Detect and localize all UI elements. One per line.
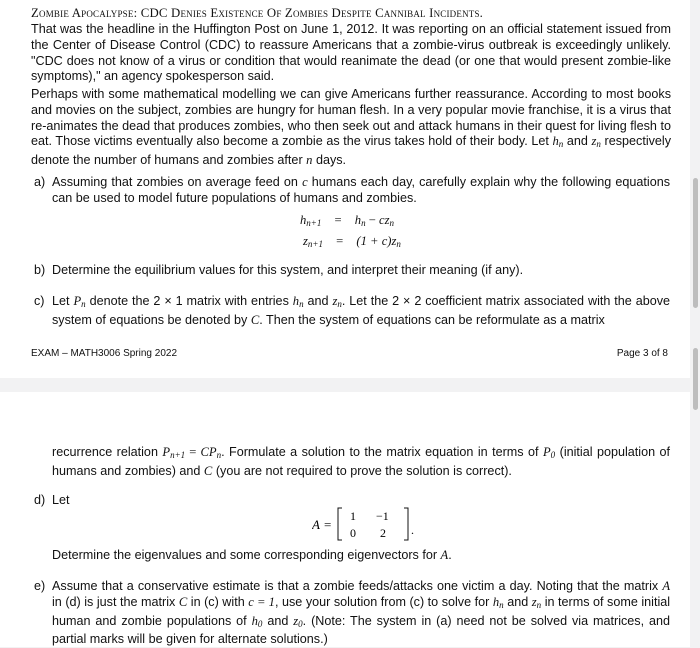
part-e-label: e) <box>34 579 46 593</box>
part-d-intro: Let <box>52 493 70 507</box>
part-c-text: Let $P_n$ denote the 2 × 1 matrix with entries $h_n$ and $z_n$. Let the 2 × 2 coefficient matrix associated with the above system of equations be denoted by C. Then the system of equations can be reformulate as a matrix <box>52 294 671 327</box>
part-a-label: a) <box>34 175 46 189</box>
matrix-A-svg <box>312 504 432 544</box>
left-bracket <box>338 508 342 540</box>
matrix-cell-1-0: 0 <box>350 526 356 540</box>
intro-paragraph-1: That was the headline in the Huffington Post on June 1, 2012. It was reporting on an official statement issued from the Center of Disease Control (CDC) to reassure Americans that a zombie-virus outbreak is exceedingly unlikely. "CDC does not know of a virus or condition that would reanimate the dead (or one that would present zombie-like symptoms)," an agency spokesperson said. <box>31 22 671 84</box>
problem-title: Zombie Apocalypse: CDC Denies Existence Of Zombies Despite Cannibal Incidents. <box>31 6 484 20</box>
part-d-label: d) <box>34 493 46 507</box>
z-n-symbol: $z_n$ <box>591 134 601 150</box>
equation-zombies: $z_{n+1} = (1 + c)z_n$ <box>303 234 401 249</box>
part-b-label: b) <box>34 263 46 277</box>
scrollbar-thumb-top[interactable] <box>693 178 698 308</box>
footer-exam-title: EXAM – MATH3006 Spring 2022 <box>31 348 178 359</box>
h-n-symbol: $h_n$ <box>552 134 564 150</box>
scrollbar-thumb-bottom[interactable] <box>693 348 698 410</box>
intro-paragraph-2: Perhaps with some mathematical modelling we can give Americans further reassurance. According to most books and movies on the subject, zombies are hungry for human flesh. In a very popular movie franchise, it is a virus that re-animates the dead that produces zombies, who then seek out and attack humans in their quest for living flesh to eat. Those victims eventually also become a zombie as the virus takes hold of their body. Let $h_n$ and $z_n$ respectively denote the number of humans and zombies after n days. <box>31 87 672 168</box>
part-a-text: Assuming that zombies on average feed on c humans each day, carefully explain why the following equations can be used to model future populations of humans and zombies. <box>52 175 671 205</box>
part-c-continued: recurrence relation $P_{n+1} = CP_n$. Formulate a solution to the matrix equation in terms of $P_0$ (initial population of humans and zombies) and C (you are not required to prove the solution is correct). <box>52 445 671 478</box>
matrix-cell-1-1: 2 <box>380 526 386 540</box>
svg-text:.: . <box>411 523 414 537</box>
exam-page-4 <box>0 392 690 647</box>
matrix-cell-0-0: 1 <box>350 509 356 523</box>
equation-humans: $h_{n+1} = h_n - cz_n$ <box>300 213 395 228</box>
matrix-A-symbol: A <box>312 517 320 532</box>
part-c-label: c) <box>34 294 45 308</box>
part-e-text: Assume that a conservative estimate is that a zombie feeds/attacks one victim a day. Noting that the matrix A in (d) is just the matrix C in (c) with c = 1, use your solution from (c) to solve for $h_n$ and $z_n$ in terms of some initial human and zombie populations of $h_0$ and $z_0$. (Note: The system in (a) need not be solved via matrices, and partial marks will be given for alternate solutions.) <box>52 579 671 647</box>
matrix-cell-0-1: −1 <box>376 509 389 523</box>
right-bracket <box>404 508 408 540</box>
footer-page-number: Page 3 of 8 <box>616 348 668 359</box>
part-d-text: Determine the eigenvalues and some corresponding eigenvectors for A. <box>52 548 452 562</box>
svg-text:=: = <box>324 517 332 532</box>
part-b-text: Determine the equilibrium values for this system, and interpret their meaning (if any). <box>52 263 524 277</box>
matrix-A <box>312 504 432 548</box>
